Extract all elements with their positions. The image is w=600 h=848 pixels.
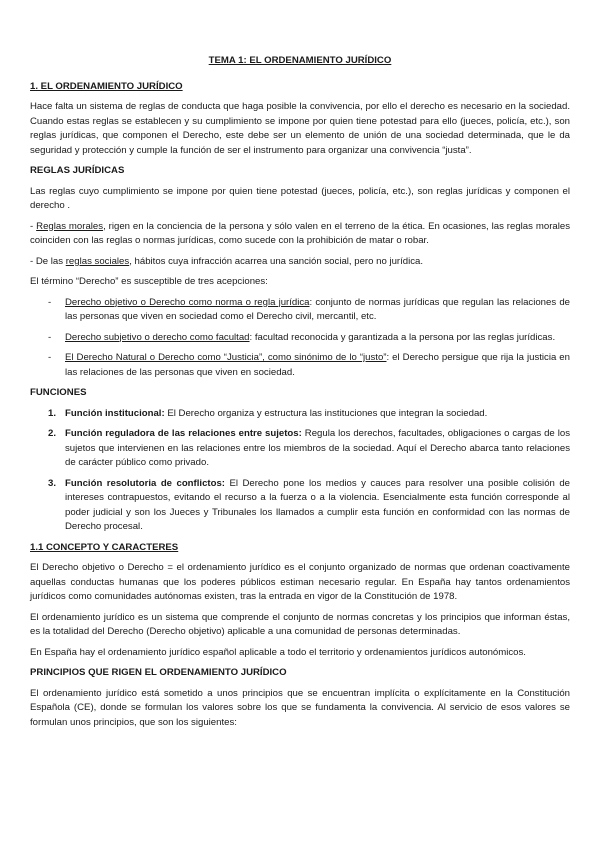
reglas-morales-prefix: - bbox=[30, 220, 37, 232]
acepcion-term: El Derecho Natural o Derecho como “Justicia”, como sinónimo de lo “justo” bbox=[65, 352, 387, 363]
funcion-text: El Derecho pone los medios y cauces para resolver una posible colisión de intereses contrapuestos, evitando el recurso a la fuerza o a la violencia. Esencialmente esta función corresponde al poder judicial y son los Jueces y Tribunales los llamados a cumplir esta función en conformidad con las normas de Derecho procesal. bbox=[65, 477, 571, 532]
item-number: 3. bbox=[48, 477, 57, 489]
reglas-morales-term: Reglas morales bbox=[36, 220, 104, 232]
section-heading-funciones: FUNCIONES bbox=[30, 387, 87, 398]
dash-bullet: - bbox=[48, 352, 52, 363]
reglas-sociales-text: , hábitos cuya infracción acarrea una sanción social, pero no jurídica. bbox=[129, 255, 424, 267]
acepcion-term: Derecho subjetivo o derecho como facultad bbox=[65, 331, 250, 343]
list-item bbox=[30, 427, 570, 471]
reglas-sociales-prefix: - De las bbox=[30, 255, 66, 267]
section-heading-concepto: 1.1 CONCEPTO Y CARACTERES bbox=[30, 541, 179, 553]
funcion-term: Función institucional: bbox=[65, 407, 165, 419]
acepcion-text: : facultad reconocida y garantizada a la persona por las reglas jurídicas. bbox=[249, 331, 556, 343]
section-heading-principios: PRINCIPIOS QUE RIGEN EL ORDENAMIENTO JURÍDICO bbox=[30, 667, 287, 678]
paragraph-concepto-1: El Derecho objetivo o Derecho = el ordenamiento jurídico es el conjunto organizado de normas que ordenan coactivamente aquellas conductas humanas que los poderes públicos estiman necesario regular. En España hay tantos ordenamientos jurídicos como comunidades autónomas existen, tras la entrada en vigor de la Constitución de 1978. bbox=[30, 562, 570, 602]
reglas-sociales-term: reglas sociales bbox=[65, 255, 130, 267]
paragraph-acepciones-intro: El término “Derecho” es susceptible de tres acepciones: bbox=[30, 276, 268, 287]
list-item bbox=[30, 331, 570, 346]
paragraph-concepto-2: El ordenamiento jurídico es un sistema que comprende el conjunto de normas concretas y los principios que informan éstas, es la totalidad del Derecho (Derecho objetivo) aplicable a una comunidad de personas determinadas. bbox=[30, 611, 570, 637]
list-item bbox=[30, 296, 570, 325]
funcion-text: Regula los derechos, facultades, obligaciones o cargas de los sujetos que intervienen en las relaciones entre los miembros de la sociedad. Aquí el Derecho abarca tanto relaciones de carácter público como privado. bbox=[65, 428, 570, 468]
section-heading-ordenamiento: 1. EL ORDENAMIENTO JURÍDICO bbox=[30, 80, 183, 92]
paragraph-intro: Hace falta un sistema de reglas de conducta que haga posible la convivencia, por ello el derecho es necesario en la sociedad. Cuando estas reglas se establecen y su cumplimiento se impone por quien tiene potestad para ello (jueces, policía, etc.), son reglas jurídicas, que componen el Derecho, este debe ser un elemento de unión de una sociedad determinada, que le da seguridad y protección y cumple la función de ser el instrumento para organizar una convivencia “justa”. bbox=[30, 101, 570, 156]
item-number: 2. bbox=[48, 428, 57, 439]
acepcion-text: : conjunto de normas jurídicas que regulan las relaciones de las personas que viven en sociedad como el Derecho civil, mercantil, etc. bbox=[65, 296, 570, 322]
acepcion-text: : el Derecho persigue que rija la justicia en las relaciones de las personas que viven en sociedad. bbox=[65, 352, 570, 378]
funcion-term: Función reguladora de las relaciones entre sujetos: bbox=[65, 428, 302, 439]
paragraph-reglas: Las reglas cuyo cumplimiento se impone por quien tiene potestad (jueces, policía, etc.), son reglas jurídicas y componen el derecho . bbox=[30, 185, 570, 211]
item-number: 1. bbox=[48, 407, 57, 419]
page-title: TEMA 1: EL ORDENAMIENTO JURÍDICO bbox=[208, 55, 392, 66]
dash-bullet: - bbox=[48, 296, 52, 308]
list-item bbox=[30, 351, 570, 380]
dash-bullet: - bbox=[48, 331, 52, 343]
paragraph-principios: El ordenamiento jurídico está sometido a unos principios que se encuentran implícita o explícitamente en la Constitución Española (CE), donde se formulan los valores sobre los que se fundamenta la convivencia. Al servicio de esos valores se formulan unos principios, que son los siguientes: bbox=[30, 687, 570, 728]
list-item bbox=[30, 477, 570, 535]
acepciones-list bbox=[30, 296, 570, 381]
funcion-text: El Derecho organiza y estructura las instituciones que integran la sociedad. bbox=[164, 407, 488, 419]
section-heading-reglas: REGLAS JURÍDICAS bbox=[30, 165, 125, 176]
funcion-term: Función resolutoria de conflictos: bbox=[65, 477, 225, 489]
list-item bbox=[30, 407, 570, 422]
paragraph-reglas-sociales bbox=[30, 255, 570, 270]
reglas-morales-text: , rigen en la conciencia de la persona y sólo valen en el terreno de la ética. En ocasiones, las reglas morales coinciden con las reglas o normas jurídicas, como sucede con la prohibición de matar o robar. bbox=[30, 220, 570, 246]
funciones-list bbox=[30, 407, 570, 535]
paragraph-reglas-morales bbox=[30, 220, 570, 249]
acepcion-term: Derecho objetivo o Derecho como norma o regla jurídica bbox=[65, 296, 310, 308]
paragraph-concepto-3: En España hay el ordenamiento jurídico español aplicable a todo el territorio y ordenamientos jurídicos autonómicos. bbox=[30, 646, 526, 658]
